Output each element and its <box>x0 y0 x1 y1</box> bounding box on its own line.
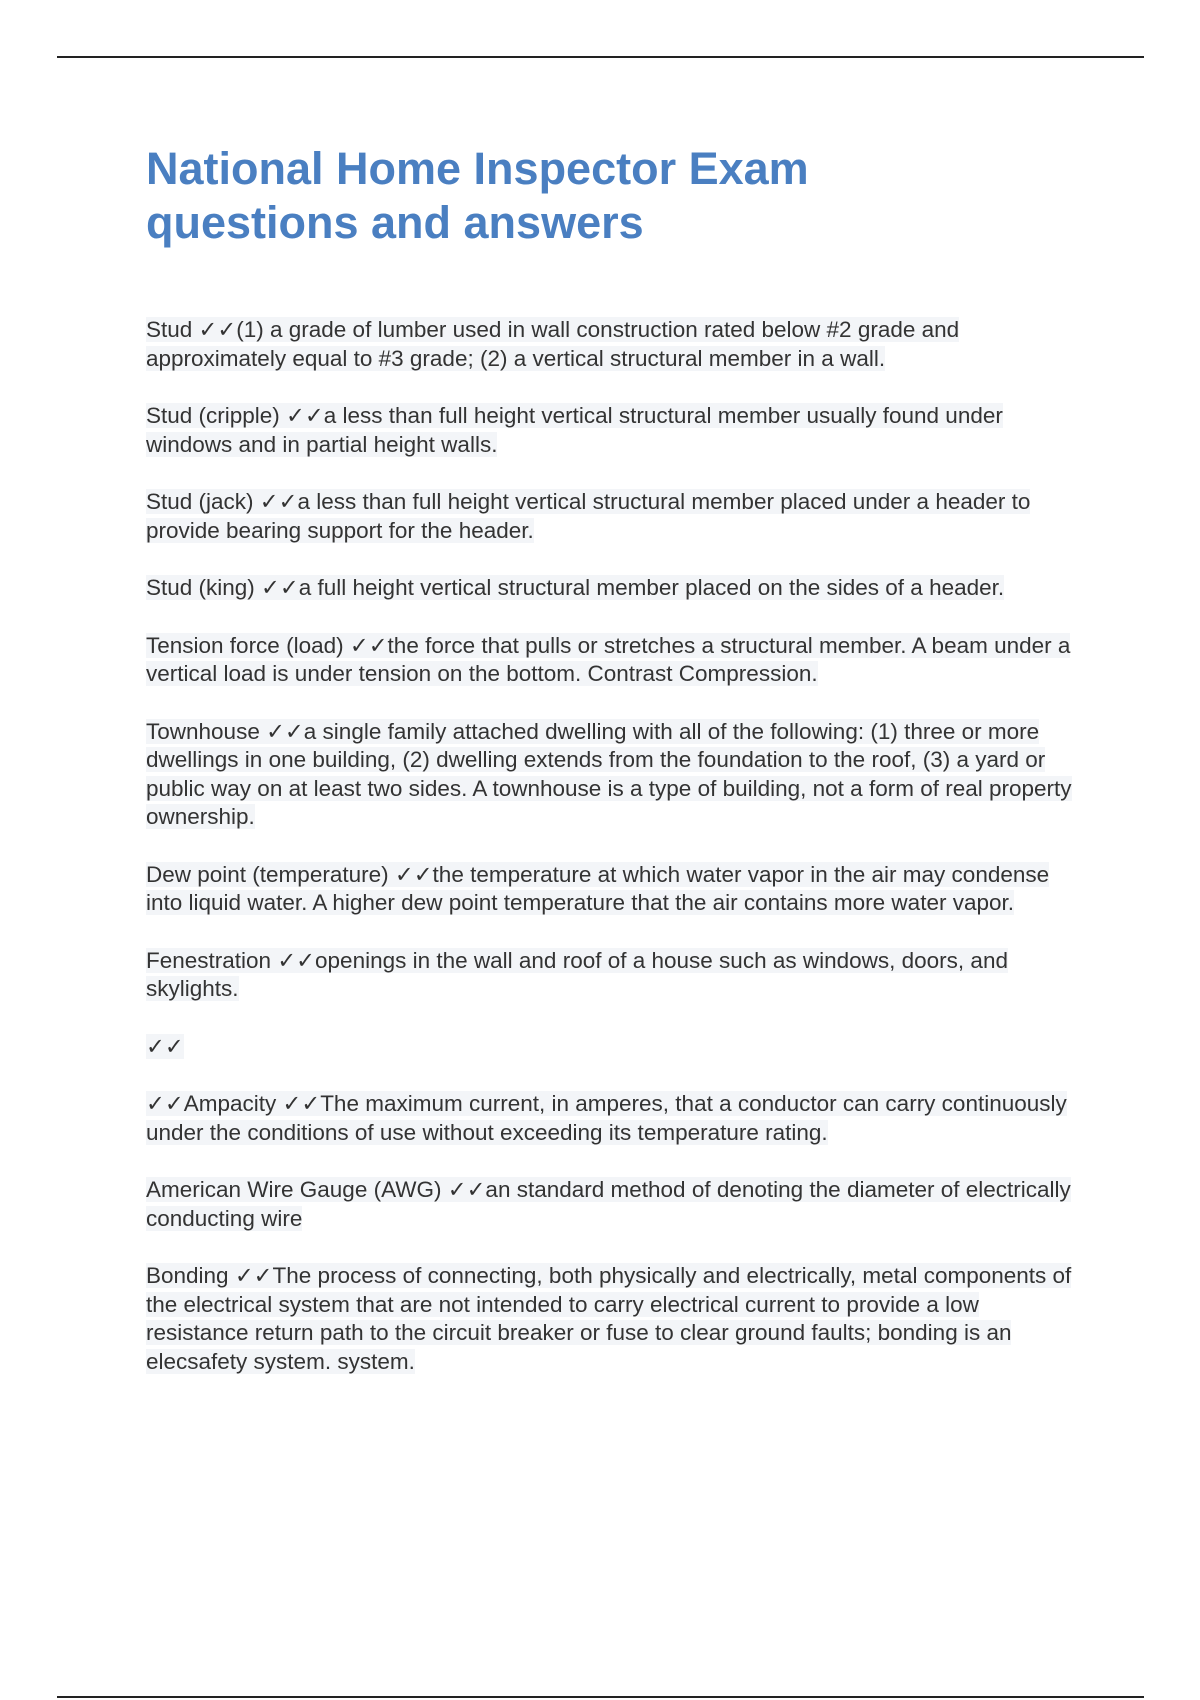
entry-checkmarks <box>146 1033 1086 1062</box>
entry-text: Fenestration ✓✓openings in the wall and roof of a house such as windows, doors, and skylights. <box>146 947 1008 1001</box>
title-line-2: questions and answers <box>146 197 644 248</box>
entry-text: Dew point (temperature) ✓✓the temperature at which water vapor in the air may condense into liquid water. A higher dew point temperature that the air contains more water vapor. <box>146 861 1050 915</box>
entry-dew-point <box>146 861 1086 918</box>
entry-townhouse <box>146 718 1086 832</box>
entry-ampacity <box>146 1090 1086 1147</box>
entry-stud-jack <box>146 488 1086 545</box>
entry-text: ✓✓ <box>146 1033 184 1059</box>
entry-text: American Wire Gauge (AWG) ✓✓an standard method of denoting the diameter of electrically conducting wire <box>146 1177 1071 1231</box>
bottom-rule <box>57 1696 1144 1698</box>
entry-text: Stud ✓✓(1) a grade of lumber used in wall construction rated below #2 grade and approximately equal to #3 grade; (2) a vertical structural member in a wall. <box>146 317 960 371</box>
entry-fenestration <box>146 947 1086 1004</box>
document-title <box>146 142 1086 250</box>
title-line-1: National Home Inspector Exam <box>146 143 809 194</box>
entry-text: Bonding ✓✓The process of connecting, both physically and electrically, metal components of the electrical system that are not intended to carry electrical current to provide a low resistance return path to the circuit breaker or fuse to clear ground faults; bonding is an elecsafety system. system. <box>146 1263 1072 1374</box>
entry-awg <box>146 1176 1086 1233</box>
entry-stud-cripple <box>146 402 1086 459</box>
entry-text: Townhouse ✓✓a single family attached dwelling with all of the following: (1) three or more dwellings in one building, (2) dwelling extends from the foundation to the roof, (3) a yard or public way on at least two sides. A townhouse is a type of building, not a form of real property ownership. <box>146 718 1072 829</box>
top-rule <box>57 56 1144 58</box>
document-body <box>146 142 1086 1405</box>
entry-text: ✓✓Ampacity ✓✓The maximum current, in amperes, that a conductor can carry continuously under the conditions of use without exceeding its temperature rating. <box>146 1091 1067 1145</box>
entry-tension-force <box>146 632 1086 689</box>
entry-text: Stud (cripple) ✓✓a less than full height vertical structural member usually found under windows and in partial height walls. <box>146 403 1003 457</box>
entry-bonding <box>146 1262 1086 1376</box>
entry-stud <box>146 316 1086 373</box>
entry-text: Stud (jack) ✓✓a less than full height vertical structural member placed under a header to provide bearing support for the header. <box>146 489 1031 543</box>
entry-stud-king <box>146 574 1086 603</box>
entry-text: Tension force (load) ✓✓the force that pulls or stretches a structural member. A beam under a vertical load is under tension on the bottom. Contrast Compression. <box>146 632 1071 686</box>
entry-text: Stud (king) ✓✓a full height vertical structural member placed on the sides of a header. <box>146 575 1005 600</box>
